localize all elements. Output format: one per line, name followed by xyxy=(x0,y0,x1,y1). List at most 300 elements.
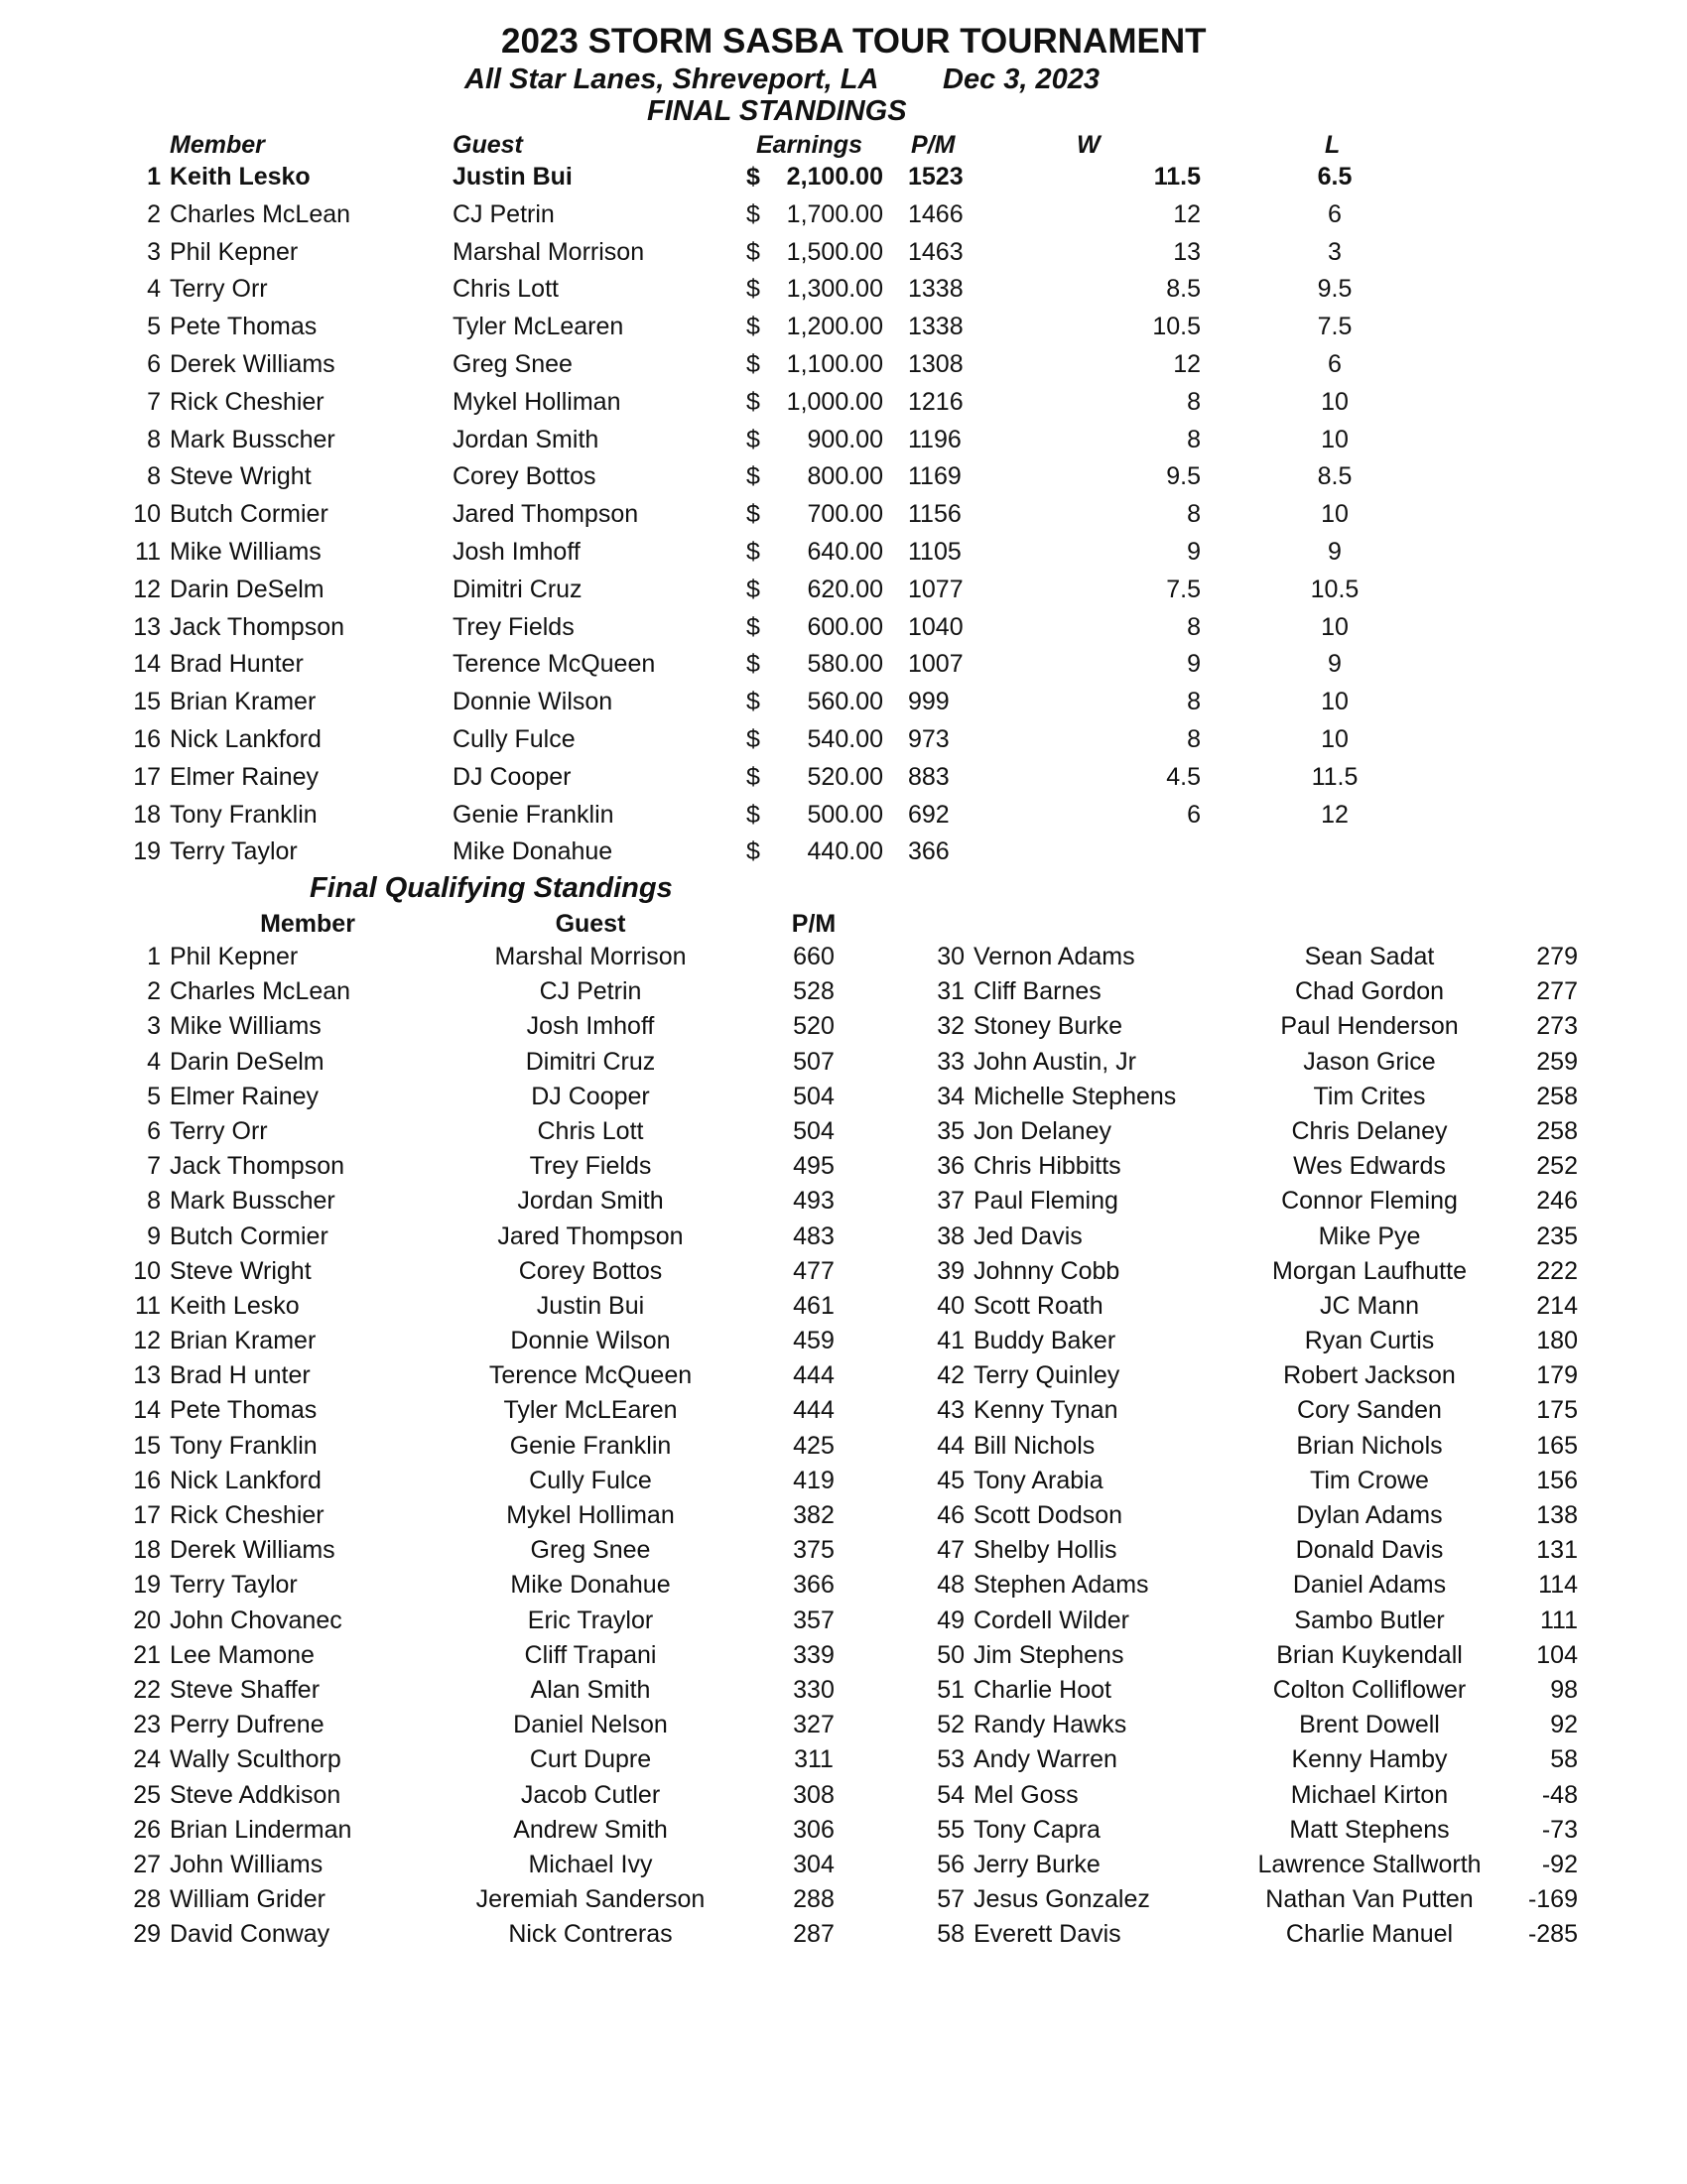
list-item xyxy=(844,1152,1687,1187)
rank-cell: 23 xyxy=(133,1711,161,1739)
table-row xyxy=(0,576,1687,613)
list-item xyxy=(844,1117,1687,1152)
currency-cell: $ xyxy=(746,425,760,453)
member-cell: Mark Busscher xyxy=(170,425,335,453)
member-cell: Jon Delaney xyxy=(973,1116,1111,1145)
list-item xyxy=(0,1571,844,1606)
currency-cell: $ xyxy=(746,163,760,191)
member-cell: Terry Orr xyxy=(170,1116,268,1145)
member-cell: Jack Thompson xyxy=(170,1152,345,1181)
rank-cell: 22 xyxy=(133,1675,161,1704)
currency-cell: $ xyxy=(746,237,760,266)
pm-cell: 308 xyxy=(793,1780,835,1809)
table-row xyxy=(0,801,1687,838)
member-cell: Terry Quinley xyxy=(973,1361,1120,1390)
member-cell: Pete Thomas xyxy=(170,313,318,341)
guest-cell: Trey Fields xyxy=(453,612,575,641)
pm-cell: 382 xyxy=(793,1501,835,1529)
rank-cell: 36 xyxy=(937,1152,965,1181)
member-cell: Steve Shaffer xyxy=(170,1675,321,1704)
pm-cell: 1523 xyxy=(908,163,964,191)
member-cell: Brian Kramer xyxy=(170,1327,317,1355)
pm-cell: 444 xyxy=(793,1361,835,1390)
pm-cell: 520 xyxy=(793,1012,835,1041)
rank-cell: 8 xyxy=(147,1187,161,1216)
member-cell: Charles McLean xyxy=(170,977,351,1006)
table-row xyxy=(0,500,1687,538)
pm-cell: 114 xyxy=(1538,1571,1578,1600)
guest-cell: Jared Thompson xyxy=(453,500,639,529)
guest-cell: Dimitri Cruz xyxy=(453,575,583,603)
pm-cell: 311 xyxy=(794,1745,834,1774)
pm-cell: 1463 xyxy=(908,237,964,266)
guest-cell: Wes Edwards xyxy=(1293,1152,1446,1181)
rank-cell: 9 xyxy=(147,1221,161,1250)
member-cell: Cordell Wilder xyxy=(973,1606,1129,1634)
list-item xyxy=(0,1117,844,1152)
currency-cell: $ xyxy=(746,837,760,866)
pm-cell: 111 xyxy=(1539,1606,1578,1634)
member-cell: Brad Hunter xyxy=(170,650,304,679)
pm-cell: 175 xyxy=(1536,1396,1578,1425)
pm-cell: 692 xyxy=(908,800,950,829)
col-header-member: Member xyxy=(170,131,265,159)
rank-cell: 11 xyxy=(135,537,161,566)
pm-cell: 1169 xyxy=(908,462,962,491)
pm-cell: 138 xyxy=(1536,1501,1578,1529)
member-cell: Terry Orr xyxy=(170,275,268,304)
rank-cell: 12 xyxy=(133,1327,161,1355)
list-item xyxy=(844,977,1687,1012)
wins-cell: 8 xyxy=(1187,425,1201,453)
losses-cell: 10 xyxy=(1321,612,1349,641)
list-item xyxy=(844,1327,1687,1361)
earnings-cell: 620.00 xyxy=(807,575,883,603)
pm-cell: 327 xyxy=(793,1711,835,1739)
earnings-cell: 900.00 xyxy=(807,425,883,453)
losses-cell: 12 xyxy=(1321,800,1349,829)
member-cell: Phil Kepner xyxy=(170,943,299,970)
final-header-row xyxy=(0,131,1687,163)
rank-cell: 31 xyxy=(937,977,965,1006)
rank-cell: 55 xyxy=(937,1815,965,1844)
rank-cell: 43 xyxy=(937,1396,965,1425)
qual-col-header-member: Member xyxy=(260,910,355,938)
currency-cell: $ xyxy=(746,800,760,829)
table-row xyxy=(0,350,1687,388)
qualifying-standings-heading-text: Final Qualifying Standings xyxy=(310,872,673,904)
rank-cell: 44 xyxy=(937,1431,965,1460)
earnings-cell: 1,500.00 xyxy=(786,237,883,266)
pm-cell: 493 xyxy=(793,1187,835,1216)
losses-cell: 9 xyxy=(1328,650,1342,679)
qualifying-list-right xyxy=(844,943,1687,1955)
earnings-cell: 1,200.00 xyxy=(786,313,883,341)
earnings-cell: 2,100.00 xyxy=(786,163,883,191)
member-cell: Brad H unter xyxy=(170,1361,311,1390)
rank-cell: 15 xyxy=(133,688,161,716)
pm-cell: 258 xyxy=(1536,1082,1578,1110)
list-item xyxy=(0,1920,844,1955)
member-cell: Johnny Cobb xyxy=(973,1256,1120,1285)
member-cell: Perry Dufrene xyxy=(170,1711,324,1739)
final-standings-table xyxy=(0,131,1687,875)
member-cell: Keith Lesko xyxy=(170,163,311,191)
list-item xyxy=(844,1501,1687,1536)
guest-cell: Eric Traylor xyxy=(527,1606,654,1634)
pm-cell: 660 xyxy=(793,943,835,970)
rank-cell: 1 xyxy=(147,943,161,970)
pm-cell: 1308 xyxy=(908,349,964,378)
member-cell: Terry Taylor xyxy=(170,837,298,866)
earnings-cell: 640.00 xyxy=(807,537,883,566)
rank-cell: 5 xyxy=(147,1082,161,1110)
wins-cell: 12 xyxy=(1173,199,1201,228)
rank-cell: 4 xyxy=(147,1047,161,1076)
member-cell: Mike Williams xyxy=(170,537,322,566)
pm-cell: 1040 xyxy=(908,612,964,641)
wins-cell: 6 xyxy=(1187,800,1201,829)
rank-cell: 4 xyxy=(147,275,161,304)
list-item xyxy=(844,1920,1687,1955)
table-row xyxy=(0,650,1687,688)
member-cell: Jack Thompson xyxy=(170,612,345,641)
guest-cell: Mykel Holliman xyxy=(453,387,621,416)
member-cell: Chris Hibbitts xyxy=(973,1152,1121,1181)
pm-cell: -73 xyxy=(1541,1815,1578,1844)
wins-cell: 9.5 xyxy=(1166,462,1201,491)
guest-cell: Genie Franklin xyxy=(453,800,614,829)
guest-cell: Sean Sadat xyxy=(1304,943,1435,970)
list-item xyxy=(0,1222,844,1257)
member-cell: Rick Cheshier xyxy=(170,1501,324,1529)
table-row xyxy=(0,613,1687,651)
wins-cell: 11.5 xyxy=(1153,163,1201,191)
list-item xyxy=(0,1816,844,1851)
member-cell: Buddy Baker xyxy=(973,1327,1116,1355)
rank-cell: 52 xyxy=(937,1711,965,1739)
pm-cell: 1466 xyxy=(908,199,964,228)
rank-cell: 42 xyxy=(937,1361,965,1390)
list-item xyxy=(844,1571,1687,1606)
member-cell: Michelle Stephens xyxy=(973,1082,1177,1110)
member-cell: Mike Williams xyxy=(170,1012,322,1041)
pm-cell: 306 xyxy=(793,1815,835,1844)
table-row xyxy=(0,688,1687,725)
member-cell: Derek Williams xyxy=(170,349,335,378)
col-header-earnings: Earnings xyxy=(756,131,862,159)
list-item xyxy=(844,1012,1687,1047)
wins-cell: 9 xyxy=(1187,537,1201,566)
rank-cell: 58 xyxy=(937,1920,965,1949)
table-row xyxy=(0,462,1687,500)
guest-cell: Brian Nichols xyxy=(1296,1431,1443,1460)
earnings-cell: 600.00 xyxy=(807,612,883,641)
rank-cell: 25 xyxy=(133,1780,161,1809)
list-item xyxy=(844,1816,1687,1851)
guest-cell: Chad Gordon xyxy=(1294,977,1445,1006)
rank-cell: 21 xyxy=(133,1640,161,1669)
guest-cell: Dimitri Cruz xyxy=(525,1047,656,1076)
rank-cell: 2 xyxy=(147,977,161,1006)
losses-cell: 8.5 xyxy=(1317,462,1353,491)
guest-cell: CJ Petrin xyxy=(539,977,642,1006)
member-cell: Tony Capra xyxy=(973,1815,1101,1844)
member-cell: Phil Kepner xyxy=(170,237,299,266)
guest-cell: Mykel Holliman xyxy=(506,1501,675,1529)
rank-cell: 14 xyxy=(133,650,161,679)
earnings-cell: 1,700.00 xyxy=(786,199,883,228)
list-item xyxy=(0,1048,844,1083)
guest-cell: Corey Bottos xyxy=(518,1256,663,1285)
member-cell: Darin DeSelm xyxy=(170,1047,324,1076)
rank-cell: 12 xyxy=(133,575,161,603)
pm-cell: 1156 xyxy=(908,500,962,529)
table-row xyxy=(0,238,1687,276)
wins-cell: 8 xyxy=(1187,387,1201,416)
list-item xyxy=(844,1711,1687,1745)
guest-cell: Genie Franklin xyxy=(509,1431,672,1460)
wins-cell: 8 xyxy=(1187,500,1201,529)
currency-cell: $ xyxy=(746,612,760,641)
earnings-cell: 580.00 xyxy=(807,650,883,679)
list-item xyxy=(844,1536,1687,1571)
losses-cell: 10 xyxy=(1321,425,1349,453)
guest-cell: Connor Fleming xyxy=(1281,1187,1458,1216)
pm-cell: 477 xyxy=(793,1256,835,1285)
pm-cell: 357 xyxy=(793,1606,835,1634)
guest-cell: Josh Imhoff xyxy=(453,537,581,566)
member-cell: Elmer Rainey xyxy=(170,1082,320,1110)
earnings-cell: 800.00 xyxy=(807,462,883,491)
list-item xyxy=(844,1361,1687,1396)
member-cell: Derek Williams xyxy=(170,1536,335,1565)
title-text: 2023 STORM SASBA TOUR TOURNAMENT xyxy=(501,22,1207,61)
rank-cell: 51 xyxy=(937,1675,965,1704)
rank-cell: 34 xyxy=(937,1082,965,1110)
table-row xyxy=(0,163,1687,200)
list-item xyxy=(0,1606,844,1641)
member-cell: Butch Cormier xyxy=(170,1221,328,1250)
rank-cell: 6 xyxy=(147,349,161,378)
wins-cell: 9 xyxy=(1187,650,1201,679)
guest-cell: Tim Crites xyxy=(1313,1082,1426,1110)
list-item xyxy=(0,1327,844,1361)
pm-cell: 287 xyxy=(793,1920,835,1949)
currency-cell: $ xyxy=(746,199,760,228)
rank-cell: 11 xyxy=(135,1291,161,1320)
list-item xyxy=(0,1432,844,1467)
member-cell: Scott Dodson xyxy=(973,1501,1123,1529)
guest-cell: Jared Thompson xyxy=(497,1221,684,1250)
list-item xyxy=(0,1467,844,1501)
losses-cell: 6.5 xyxy=(1317,163,1353,191)
currency-cell: $ xyxy=(746,575,760,603)
rank-cell: 54 xyxy=(937,1780,965,1809)
member-cell: Keith Lesko xyxy=(170,1291,300,1320)
losses-cell: 6 xyxy=(1328,349,1342,378)
list-item xyxy=(0,977,844,1012)
pm-cell: 495 xyxy=(793,1152,835,1181)
guest-cell: Sambo Butler xyxy=(1294,1606,1445,1634)
list-item xyxy=(0,1012,844,1047)
member-cell: Stephen Adams xyxy=(973,1571,1149,1600)
qual-col-header-guest: Guest xyxy=(555,910,626,938)
guest-cell: Jason Grice xyxy=(1303,1047,1436,1076)
guest-cell: Josh Imhoff xyxy=(526,1012,655,1041)
guest-cell: Tim Crowe xyxy=(1310,1466,1429,1494)
rank-cell: 16 xyxy=(133,724,161,753)
guest-cell: Trey Fields xyxy=(529,1152,652,1181)
currency-cell: $ xyxy=(746,349,760,378)
rank-cell: 48 xyxy=(937,1571,965,1600)
rank-cell: 8 xyxy=(147,425,161,453)
guest-cell: Donnie Wilson xyxy=(453,688,613,716)
guest-cell: Ryan Curtis xyxy=(1304,1327,1435,1355)
pm-cell: 459 xyxy=(793,1327,835,1355)
rank-cell: 29 xyxy=(133,1920,161,1949)
member-cell: John Williams xyxy=(170,1850,324,1878)
col-header-guest: Guest xyxy=(453,131,523,159)
list-item xyxy=(0,1187,844,1221)
member-cell: William Grider xyxy=(170,1885,325,1914)
guest-cell: Terence McQueen xyxy=(488,1361,693,1390)
earnings-cell: 1,100.00 xyxy=(786,349,883,378)
currency-cell: $ xyxy=(746,724,760,753)
pm-cell: 504 xyxy=(793,1116,835,1145)
list-item xyxy=(844,1083,1687,1117)
pm-cell: 1338 xyxy=(908,275,964,304)
rank-cell: 3 xyxy=(147,237,161,266)
rank-cell: 41 xyxy=(937,1327,965,1355)
rank-cell: 38 xyxy=(937,1221,965,1250)
member-cell: Shelby Hollis xyxy=(973,1536,1117,1565)
pm-cell: 1077 xyxy=(908,575,964,603)
guest-cell: Lawrence Stallworth xyxy=(1257,1850,1482,1878)
pm-cell: 425 xyxy=(793,1431,835,1460)
rank-cell: 26 xyxy=(133,1815,161,1844)
guest-cell: Tyler McLEaren xyxy=(503,1396,678,1425)
pm-cell: 444 xyxy=(793,1396,835,1425)
rank-cell: 28 xyxy=(133,1885,161,1914)
rank-cell: 10 xyxy=(133,500,161,529)
member-cell: Steve Wright xyxy=(170,462,312,491)
pm-cell: 179 xyxy=(1536,1361,1578,1390)
pm-cell: 259 xyxy=(1536,1047,1578,1076)
list-item xyxy=(844,943,1687,977)
member-cell: Mel Goss xyxy=(973,1780,1079,1809)
guest-cell: CJ Petrin xyxy=(453,199,555,228)
guest-cell: Brian Kuykendall xyxy=(1276,1640,1463,1669)
member-cell: Brian Kramer xyxy=(170,688,317,716)
guest-cell: Cully Fulce xyxy=(453,724,576,753)
pm-cell: 339 xyxy=(793,1640,835,1669)
guest-cell: Jordan Smith xyxy=(517,1187,664,1216)
losses-cell: 10 xyxy=(1321,500,1349,529)
guest-cell: Brent Dowell xyxy=(1299,1711,1440,1739)
guest-cell: Mike Donahue xyxy=(453,837,613,866)
guest-cell: Jeremiah Sanderson xyxy=(475,1885,706,1914)
wins-cell: 8 xyxy=(1187,688,1201,716)
member-cell: Vernon Adams xyxy=(973,943,1135,970)
pm-cell: 999 xyxy=(908,688,950,716)
member-cell: Tony Arabia xyxy=(973,1466,1103,1494)
pm-cell: 1196 xyxy=(908,425,962,453)
list-item xyxy=(0,1851,844,1885)
guest-cell: DJ Cooper xyxy=(453,762,572,791)
list-item xyxy=(0,1745,844,1780)
currency-cell: $ xyxy=(746,387,760,416)
pm-cell: 58 xyxy=(1550,1745,1578,1774)
losses-cell: 9.5 xyxy=(1317,275,1353,304)
member-cell: David Conway xyxy=(170,1920,330,1949)
guest-cell: JC Mann xyxy=(1319,1291,1420,1320)
losses-cell: 10 xyxy=(1321,688,1349,716)
pm-cell: 98 xyxy=(1550,1675,1578,1704)
col-header-pm: P/M xyxy=(911,131,956,159)
pm-cell: 304 xyxy=(793,1850,835,1878)
table-row xyxy=(0,313,1687,350)
list-item xyxy=(844,1641,1687,1676)
guest-cell: Daniel Nelson xyxy=(513,1711,668,1739)
pm-cell: -169 xyxy=(1527,1885,1578,1914)
rank-cell: 6 xyxy=(147,1116,161,1145)
guest-cell: Donnie Wilson xyxy=(510,1327,671,1355)
member-cell: Charlie Hoot xyxy=(973,1675,1111,1704)
guest-cell: Tyler McLearen xyxy=(453,313,624,341)
rank-cell: 13 xyxy=(133,1361,161,1390)
member-cell: Jesus Gonzalez xyxy=(973,1885,1150,1914)
currency-cell: $ xyxy=(746,275,760,304)
currency-cell: $ xyxy=(746,313,760,341)
wins-cell: 10.5 xyxy=(1152,313,1201,341)
final-standings-body xyxy=(0,163,1687,875)
guest-cell: Marshal Morrison xyxy=(453,237,645,266)
qualifying-list-left xyxy=(0,943,844,1955)
guest-cell: Matt Stephens xyxy=(1289,1815,1450,1844)
member-cell: Nick Lankford xyxy=(170,724,322,753)
table-row xyxy=(0,426,1687,463)
losses-cell: 6 xyxy=(1328,199,1342,228)
list-item xyxy=(0,1501,844,1536)
pm-cell: 104 xyxy=(1536,1640,1578,1669)
pm-cell: 483 xyxy=(793,1221,835,1250)
rank-cell: 10 xyxy=(133,1256,161,1285)
member-cell: Charles McLean xyxy=(170,199,351,228)
guest-cell: DJ Cooper xyxy=(531,1082,650,1110)
pm-cell: -285 xyxy=(1527,1920,1578,1949)
list-item xyxy=(0,1536,844,1571)
rank-cell: 35 xyxy=(937,1116,965,1145)
member-cell: Andy Warren xyxy=(973,1745,1117,1774)
member-cell: John Chovanec xyxy=(170,1606,342,1634)
list-item xyxy=(0,1781,844,1816)
pm-cell: 507 xyxy=(793,1047,835,1076)
member-cell: Jed Davis xyxy=(973,1221,1083,1250)
rank-cell: 56 xyxy=(937,1850,965,1878)
list-item xyxy=(844,1396,1687,1431)
list-item xyxy=(0,1396,844,1431)
guest-cell: Nick Contreras xyxy=(508,1920,673,1949)
rank-cell: 13 xyxy=(133,612,161,641)
rank-cell: 47 xyxy=(937,1536,965,1565)
table-row xyxy=(0,388,1687,426)
pm-cell: 1338 xyxy=(908,313,964,341)
currency-cell: $ xyxy=(746,688,760,716)
guest-cell: Michael Kirton xyxy=(1290,1780,1449,1809)
list-item xyxy=(0,1152,844,1187)
member-cell: Darin DeSelm xyxy=(170,575,324,603)
